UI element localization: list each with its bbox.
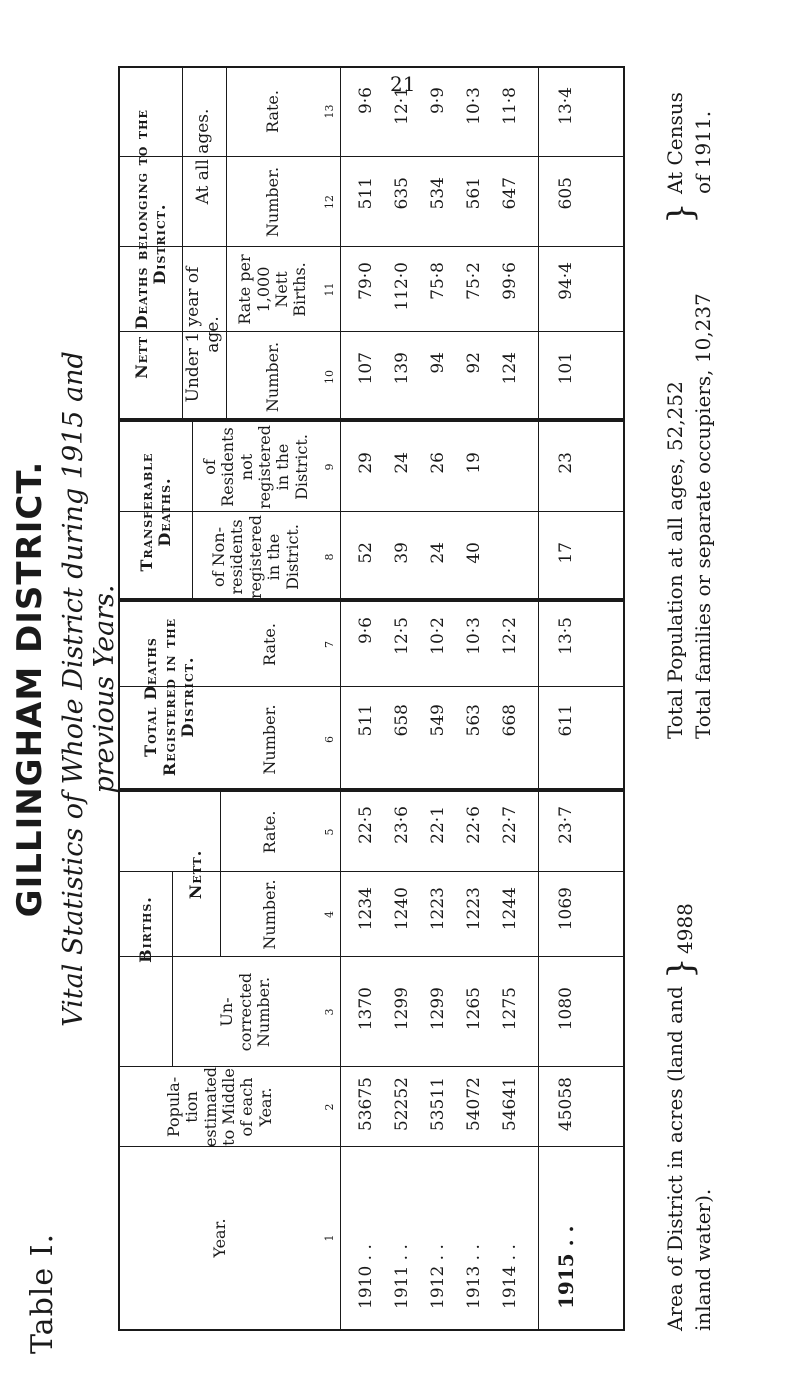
all-ages-number-cell: 635 xyxy=(392,177,412,210)
table-subtitle: Vital Statistics of Whole District during 1915 and previous Years. xyxy=(58,351,120,1027)
all-ages-number-cell: 605 xyxy=(556,177,576,210)
under-1-rate-cell: 79·0 xyxy=(356,262,376,300)
transferable-deaths-header: Transferable Deaths. xyxy=(136,452,174,572)
column-index: 2 xyxy=(322,1103,336,1111)
under-1-number-cell: 139 xyxy=(392,352,412,385)
all-ages-number-cell: 647 xyxy=(500,177,520,210)
total-deaths-rate-cell: 10·2 xyxy=(428,617,448,655)
all-ages-header: At all ages. xyxy=(193,108,214,205)
area-label-line-1: Area of District in acres (land and xyxy=(663,986,687,1331)
year-header: Year. xyxy=(209,1218,229,1258)
births-nett-number-cell: 1234 xyxy=(356,887,376,931)
residents-not-registered-cell: 26 xyxy=(428,452,448,474)
non-residents-cell: 39 xyxy=(392,542,412,564)
column-index: 1 xyxy=(322,1234,336,1242)
column-index: 4 xyxy=(322,911,336,918)
total-deaths-header: Total Deaths Registered in the District. xyxy=(141,617,198,777)
births-uncorrected-cell: 1275 xyxy=(500,987,520,1031)
uncorrected-number-header: Un- corrected Number. xyxy=(217,972,274,1052)
page-number: 21 xyxy=(390,72,416,96)
population-cell: 53511 xyxy=(428,1077,448,1132)
under-1-number-cell: 92 xyxy=(464,352,484,374)
area-value: 4988 xyxy=(673,903,697,954)
table-label: Table I. xyxy=(25,1232,60,1354)
column-index: 7 xyxy=(322,641,336,648)
residents-not-registered-cell: 19 xyxy=(464,452,484,474)
residents-not-registered-cell: 24 xyxy=(392,452,412,474)
births-uncorrected-cell: 1265 xyxy=(464,987,484,1031)
population-cell: 54641 xyxy=(500,1077,520,1132)
year-cell: 1913 . . xyxy=(464,1244,484,1309)
column-index: 3 xyxy=(322,1008,336,1016)
births-nett-number-cell: 1244 xyxy=(500,887,520,931)
under-1-rate-cell: 99·6 xyxy=(500,262,520,300)
births-number-header: Number. xyxy=(259,879,279,950)
column-index: 13 xyxy=(322,104,336,119)
under-1-rate-header: Rate per 1,000 Nett Births. xyxy=(235,254,310,325)
column-index: 5 xyxy=(322,828,336,836)
births-uncorrected-cell: 1299 xyxy=(428,987,448,1031)
header-body-rule xyxy=(340,66,341,1329)
census-line-2: of 1911. xyxy=(691,110,715,194)
births-nett-number-cell: 1069 xyxy=(556,887,576,931)
total-deaths-number-header: Number. xyxy=(259,704,279,775)
births-nett-rate-cell: 22·7 xyxy=(500,806,520,844)
all-ages-number-header: Number. xyxy=(262,166,282,238)
residents-not-registered-header: of Residents not registered in the District. xyxy=(199,425,311,509)
brace-symbol: } xyxy=(661,202,701,224)
total-deaths-rate-header: Rate. xyxy=(259,623,279,666)
population-header: Popula- tion estimated to Middle of each Year. xyxy=(163,1066,275,1148)
column-index: 9 xyxy=(322,463,336,471)
all-ages-rate-cell: 10·3 xyxy=(464,87,484,125)
district-title: GILLINGHAM DISTRICT. xyxy=(10,460,50,918)
under-1-number-cell: 107 xyxy=(356,352,376,385)
non-residents-header: of Non-residents registered in the District. xyxy=(209,515,302,599)
vital-statistics-table xyxy=(118,66,625,1331)
total-deaths-rate-cell: 13·5 xyxy=(556,617,576,655)
births-nett-number-cell: 1240 xyxy=(392,887,412,931)
under-1-number-cell: 101 xyxy=(556,352,576,385)
total-population-line: Total Population at all ages, 52,252 xyxy=(663,381,687,739)
total-deaths-rate-cell: 12·2 xyxy=(500,617,520,655)
births-nett-rate-cell: 23·6 xyxy=(392,806,412,844)
non-residents-cell: 17 xyxy=(556,542,576,564)
births-nett-rate-cell: 23·7 xyxy=(556,806,576,844)
total-deaths-number-cell: 549 xyxy=(428,704,448,737)
total-deaths-number-cell: 611 xyxy=(556,704,576,737)
year-cell: 1910 . . xyxy=(356,1244,376,1309)
non-residents-cell: 52 xyxy=(356,542,376,564)
column-index: 6 xyxy=(322,736,336,743)
residents-not-registered-cell: 23 xyxy=(556,452,576,474)
births-nett-rate-cell: 22·5 xyxy=(356,806,376,844)
column-index: 10 xyxy=(322,370,336,384)
residents-not-registered-cell: 29 xyxy=(356,452,376,474)
under-1-header: Under 1 year of age. xyxy=(183,266,223,403)
total-deaths-rate-cell: 12·5 xyxy=(392,617,412,655)
nett-header: Nett. xyxy=(185,849,205,900)
area-label-line-2: inland water). xyxy=(691,1188,715,1331)
births-rate-header: Rate. xyxy=(259,810,279,854)
all-ages-number-cell: 561 xyxy=(464,177,484,210)
year-cell: 1911 . . xyxy=(392,1244,412,1309)
total-deaths-number-cell: 668 xyxy=(500,704,520,737)
year-cell: 1912 . . xyxy=(428,1244,448,1309)
all-ages-rate-cell: 12·1 xyxy=(392,87,412,125)
total-deaths-number-cell: 658 xyxy=(392,704,412,737)
all-ages-rate-cell: 9·6 xyxy=(356,87,376,115)
all-ages-rate-cell: 13·4 xyxy=(556,87,576,125)
brace-symbol: } xyxy=(661,957,701,979)
census-line-1: At Census xyxy=(663,92,687,194)
births-nett-number-cell: 1223 xyxy=(464,887,484,931)
population-cell: 45058 xyxy=(556,1077,576,1132)
column-index: 11 xyxy=(322,282,336,297)
all-ages-number-cell: 511 xyxy=(356,177,376,210)
under-1-number-cell: 94 xyxy=(428,352,448,374)
births-uncorrected-cell: 1080 xyxy=(556,987,576,1031)
births-nett-rate-cell: 22·1 xyxy=(428,806,448,844)
all-ages-number-cell: 534 xyxy=(428,177,448,210)
all-ages-rate-cell: 11·8 xyxy=(500,87,520,125)
births-header: Births. xyxy=(135,896,155,963)
year-cell: 1915 . . xyxy=(554,1225,578,1309)
total-deaths-rate-cell: 10·3 xyxy=(464,617,484,655)
non-residents-cell: 40 xyxy=(464,542,484,564)
non-residents-cell: 24 xyxy=(428,542,448,564)
year-cell: 1914 . . xyxy=(500,1244,520,1309)
under-1-number-cell: 124 xyxy=(500,352,520,385)
all-ages-rate-header: Rate. xyxy=(262,90,282,133)
all-ages-rate-cell: 9·9 xyxy=(428,87,448,115)
births-nett-rate-cell: 22·6 xyxy=(464,806,484,844)
population-cell: 54072 xyxy=(464,1077,484,1132)
column-index: 12 xyxy=(322,195,336,209)
births-uncorrected-cell: 1299 xyxy=(392,987,412,1031)
births-nett-number-cell: 1223 xyxy=(428,887,448,931)
population-cell: 53675 xyxy=(356,1077,376,1132)
under-1-rate-cell: 94·4 xyxy=(556,262,576,300)
nett-deaths-header: Nett Deaths belonging to the District. xyxy=(131,109,169,379)
total-deaths-number-cell: 511 xyxy=(356,704,376,737)
row-separator xyxy=(538,66,539,1329)
population-cell: 52252 xyxy=(392,1077,412,1132)
under-1-rate-cell: 75·8 xyxy=(428,262,448,300)
total-deaths-rate-cell: 9·6 xyxy=(356,617,376,645)
under-1-number-header: Number. xyxy=(262,341,282,413)
total-families-line: Total families or separate occupiers, 10,237 xyxy=(691,293,715,739)
total-deaths-number-cell: 563 xyxy=(464,704,484,737)
column-index: 8 xyxy=(322,553,336,561)
under-1-rate-cell: 75·2 xyxy=(464,262,484,300)
under-1-rate-cell: 112·0 xyxy=(392,262,412,311)
births-uncorrected-cell: 1370 xyxy=(356,987,376,1031)
